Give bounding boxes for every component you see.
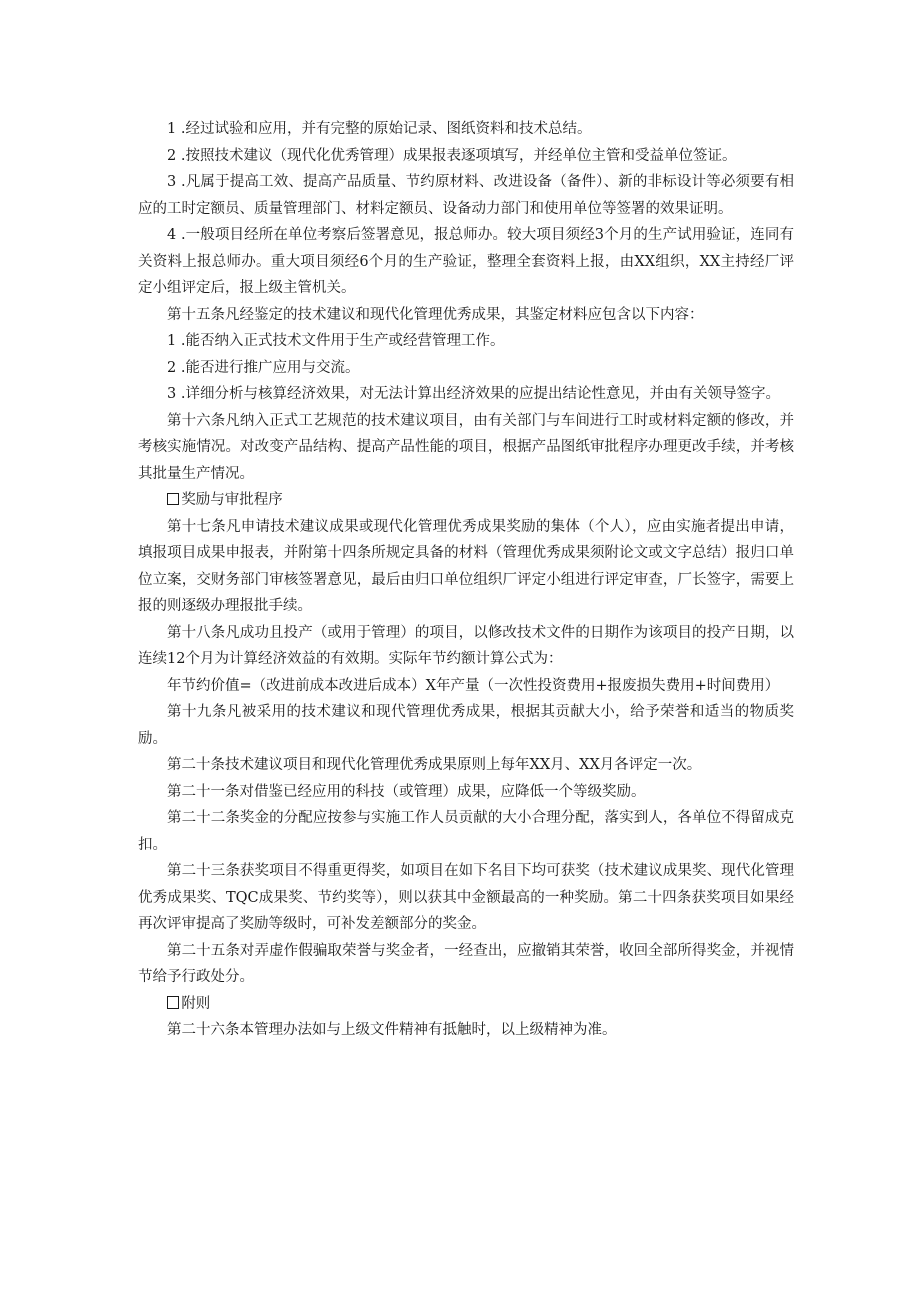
section-heading-label: 附则 [181, 995, 211, 1012]
paragraph-item-4: 4 .一般项目经所在单位考察后签署意见，报总师办。较大项目须经3个月的生产试用验证，连同有关资料上报总师办。重大项目须经6个月的生产验证，整理全套资料上报，由XX组织，XX主持经厂评定小组评定后，报上级主管机关。 [138, 227, 794, 296]
article-16: 第十六条凡纳入正式工艺规范的技术建议项目，由有关部门与车间进行工时或材料定额的修改，并考核实施情况。对改变产品结构、提高产品性能的项目，根据产品图纸审批程序办理更改手续，并考核其批量生产情况。 [138, 412, 794, 482]
article-18: 第十八条凡成功且投产（或用于管理）的项目，以修改技术文件的日期作为该项目的投产日期，以连续12个月为计算经济效益的有效期。实际年节约额计算公式为： [138, 624, 794, 667]
section-heading-rewards [138, 487, 794, 514]
paragraph-item-3: 3 .凡属于提高工效、提高产品质量、节约原材料、改进设备（备件）、新的非标设计等必须要有相应的工时定额员、质量管理部门、材料定额员、设备动力部门和使用单位等签署的效果证明。 [138, 174, 794, 217]
checkbox-square-icon [167, 493, 179, 505]
article-15: 第十五条凡经鉴定的技术建议和现代化管理优秀成果，其鉴定材料应包含以下内容： [167, 306, 704, 323]
article-19: 第十九条凡被采用的技术建议和现代管理优秀成果，根据其贡献大小，给予荣誉和适当的物质奖励。 [138, 704, 794, 747]
paragraph-item-2: 2 .按照技术建议（现代化优秀管理）成果报表逐项填写，并经单位主管和受益单位签证。 [167, 147, 737, 164]
paragraph-item-1: 1 .经过试验和应用，并有完整的原始记录、图纸资料和技术总结。 [167, 121, 592, 137]
article-21: 第二十一条对借鉴已经应用的科技（或管理）成果，应降低一个等级奖励。 [167, 783, 646, 800]
paragraph-item-2b: 2 .能否进行推广应用与交流。 [167, 359, 360, 376]
article-22: 第二十二条奖金的分配应按参与实施工作人员贡献的大小合理分配，落实到人，各单位不得留成克扣。 [138, 810, 794, 853]
section-heading-appendix [138, 991, 794, 1018]
article-23-24: 第二十三条获奖项目不得重更得奖，如项目在如下名目下均可获奖（技术建议成果奖、现代化管理优秀成果奖、TQC成果奖、节约奖等），则以获其中金额最高的一种奖励。第二十四条获奖项目如果经再次评审提高了奖励等级时，可补发差额部分的奖金。 [138, 863, 794, 932]
article-25: 第二十五条对弄虚作假骗取荣誉与奖金者，一经查出，应撤销其荣誉，收回全部所得奖金，并视情节给予行政处分。 [138, 942, 794, 985]
paragraph-item-3b: 3 .详细分析与核算经济效果，对无法计算出经济效果的应提出结论性意见，并由有关领导签字。 [167, 386, 780, 402]
paragraph-item-1b: 1 .能否纳入正式技术文件用于生产或经营管理工作。 [167, 333, 505, 349]
article-17: 第十七条凡申请技术建议成果或现代化管理优秀成果奖励的集体（个人），应由实施者提出申请，填报项目成果申报表，并附第十四条所规定具备的材料（管理优秀成果须附论文或文字总结）报归口单位立案，交财务部门审核签署意见，最后由归口单位组织厂评定小组进行评定审查，厂长签字，需要上报的则逐级办理报批手续。 [138, 518, 794, 614]
article-20: 第二十条技术建议项目和现代化管理优秀成果原则上每年XX月、XX月各评定一次。 [167, 757, 702, 773]
formula-annual-savings: 年节约价值=（改进前成本改进后成本）X年产量（一次性投资费用+报废损失费用+时间费用） [167, 677, 780, 694]
checkbox-square-icon [167, 996, 179, 1008]
article-26: 第二十六条本管理办法如与上级文件精神有抵触时，以上级精神为准。 [167, 1022, 617, 1038]
document-body [138, 116, 794, 1044]
section-heading-label: 奖励与审批程序 [181, 492, 283, 508]
